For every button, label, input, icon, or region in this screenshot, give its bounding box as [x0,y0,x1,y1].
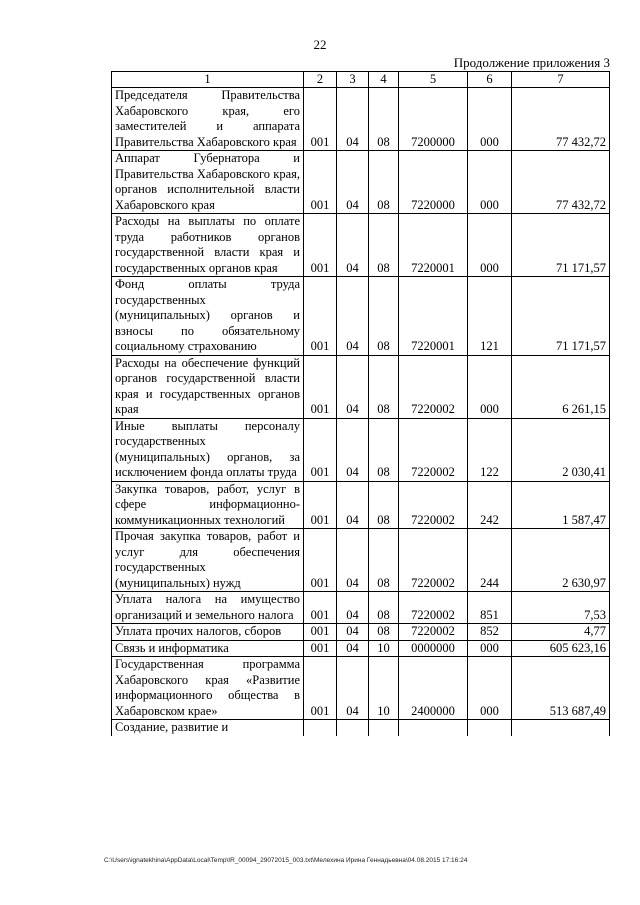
table-cell [369,720,399,736]
table-cell [399,720,468,736]
table-cell: 7220002 [399,529,468,592]
table-cell: 08 [369,355,399,418]
table-header-row [112,72,610,88]
table-cell: 001 [304,657,337,720]
expense-name-cell: Прочая закупка товаров, работ и услуг для обеспечения государственных (муниципальных) нужд [112,529,304,592]
table-cell: 2400000 [399,657,468,720]
table-cell: 7220002 [399,481,468,529]
table-cell: 001 [304,277,337,356]
table-cell: 7220002 [399,624,468,641]
column-header: 5 [399,72,468,88]
page-number: 22 [313,37,327,52]
table-cell: 71 171,57 [512,277,610,356]
file-path-footer: C:\Users\ignatekhina\AppData\Local\Temp\IR_00094_29072015_003.txt\Мелехина Ирина Геннадьевна\04.08.2015 17:16:24 [104,857,468,864]
table-row [112,214,610,277]
table-cell: 001 [304,481,337,529]
table-cell: 121 [468,277,512,356]
column-header: 2 [304,72,337,88]
expense-name-cell: Связь и информатика [112,640,304,657]
table-cell: 851 [468,592,512,624]
column-header: 6 [468,72,512,88]
table-cell: 001 [304,624,337,641]
table-row [112,657,610,720]
table-cell: 001 [304,640,337,657]
column-header: 4 [369,72,399,88]
table-cell: 4,77 [512,624,610,641]
table-row [112,720,610,736]
expense-name-cell: Государственная программа Хабаровского края «Развитие информационного общества в Хабаровском крае» [112,657,304,720]
table-row [112,418,610,481]
table-cell [512,720,610,736]
table-cell: 000 [468,640,512,657]
table-cell: 000 [468,657,512,720]
table-cell: 001 [304,214,337,277]
appendix-continuation-note: Продолжение приложения 3 [453,55,610,70]
table-row [112,640,610,657]
table-cell: 001 [304,151,337,214]
table-row [112,624,610,641]
table-cell: 77 432,72 [512,88,610,151]
table-cell: 08 [369,88,399,151]
table-cell: 001 [304,592,337,624]
column-header: 3 [337,72,369,88]
table-row [112,277,610,356]
table-cell: 1 587,47 [512,481,610,529]
table-row [112,529,610,592]
table-cell: 001 [304,529,337,592]
table-cell: 08 [369,277,399,356]
table-cell: 000 [468,151,512,214]
table-cell: 04 [337,657,369,720]
table-cell: 000 [468,355,512,418]
table-cell [468,720,512,736]
expense-name-cell: Иные выплаты персоналу государственных (муниципальных) органов, за исключением фонда оплаты труда [112,418,304,481]
table-cell: 04 [337,88,369,151]
table-cell: 08 [369,529,399,592]
table-cell: 04 [337,355,369,418]
table-cell: 08 [369,481,399,529]
table-cell: 7220001 [399,214,468,277]
table-cell: 2 030,41 [512,418,610,481]
table-cell: 10 [369,657,399,720]
expense-name-cell: Уплата налога на имущество организаций и земельного налога [112,592,304,624]
table-cell: 7220002 [399,355,468,418]
table-cell: 04 [337,481,369,529]
table-cell: 0000000 [399,640,468,657]
expense-name-cell: Создание, развитие и [112,720,304,736]
expense-name-cell: Расходы на выплаты по оплате труда работников органов государственной власти края и государственных органов края [112,214,304,277]
expense-name-cell: Аппарат Губернатора и Правительства Хабаровского края, органов исполнительной власти Хабаровского края [112,151,304,214]
table-cell: 244 [468,529,512,592]
table-row [112,88,610,151]
table-cell: 04 [337,418,369,481]
table-cell: 08 [369,214,399,277]
expense-name-cell: Уплата прочих налогов, сборов [112,624,304,641]
table-cell: 000 [468,214,512,277]
table-cell: 08 [369,151,399,214]
table-cell: 2 630,97 [512,529,610,592]
table-cell: 7200000 [399,88,468,151]
table-cell [304,720,337,736]
budget-table [111,71,610,736]
table-cell: 08 [369,624,399,641]
table-row [112,481,610,529]
table-cell: 10 [369,640,399,657]
table-cell: 04 [337,529,369,592]
expense-name-cell: Закупка товаров, работ, услуг в сфере информационно-коммуникационных технологий [112,481,304,529]
table-cell: 7220002 [399,592,468,624]
table-cell: 04 [337,151,369,214]
table-cell: 7220002 [399,418,468,481]
table-cell: 605 623,16 [512,640,610,657]
table-cell: 7220001 [399,277,468,356]
table-cell: 000 [468,88,512,151]
table-cell: 001 [304,88,337,151]
table-cell: 7,53 [512,592,610,624]
table-cell: 08 [369,592,399,624]
table-cell: 242 [468,481,512,529]
table-cell [337,720,369,736]
column-header: 7 [512,72,610,88]
table-cell: 04 [337,592,369,624]
table-cell: 001 [304,418,337,481]
column-header: 1 [112,72,304,88]
table-cell: 77 432,72 [512,151,610,214]
table-cell: 04 [337,277,369,356]
table-cell: 001 [304,355,337,418]
table-cell: 7220000 [399,151,468,214]
table-cell: 852 [468,624,512,641]
table-cell: 122 [468,418,512,481]
table-cell: 513 687,49 [512,657,610,720]
table-cell: 6 261,15 [512,355,610,418]
table-cell: 71 171,57 [512,214,610,277]
table-row [112,592,610,624]
expense-name-cell: Фонд оплаты труда государственных (муниципальных) органов и взносы по обязательному социальному страхованию [112,277,304,356]
table-cell: 04 [337,624,369,641]
table-cell: 04 [337,214,369,277]
table-row [112,355,610,418]
table-cell: 08 [369,418,399,481]
table-cell: 04 [337,640,369,657]
expense-name-cell: Расходы на обеспечение функций органов государственной власти края и государственных органов края [112,355,304,418]
table-row [112,151,610,214]
expense-name-cell: Председателя Правительства Хабаровского края, его заместителей и аппарата Правительства Хабаровского края [112,88,304,151]
